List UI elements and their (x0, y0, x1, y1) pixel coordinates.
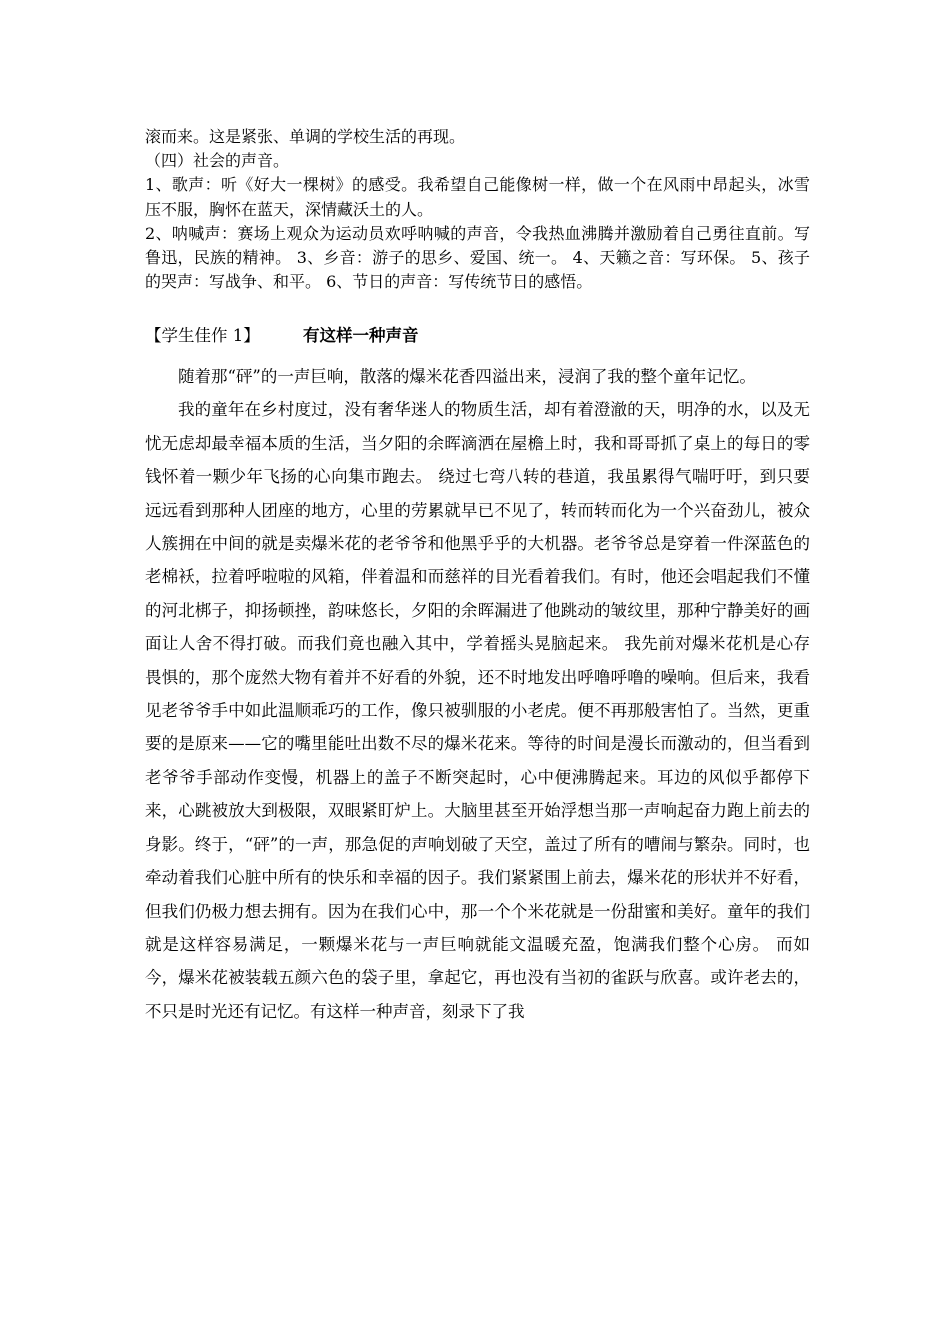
essay-title: 有这样一种声音 (303, 326, 419, 345)
essay-paragraph: 我的童年在乡村度过，没有奢华迷人的物质生活，却有着澄澈的天，明净的水，以及无忧无虑却最幸福本质的生活，当夕阳的余晖滴洒在屋檐上时，我和哥哥抓了桌上的每日的零钱怀着一颗少年飞扬的心向集市跑去。 绕过七弯八转的巷道，我虽累得气喘吁吁，到只要远远看到那种人团座的地方，心里的劳累就早已不见了，转而转而化为一个兴奋劲儿，被众人簇拥在中间的就是卖爆米花的老爷爷和他黑乎乎的大机器。老爷爷总是穿着一件深蓝色的老棉袄，拉着呼啦啦的风箱，伴着温和而慈祥的目光看着我们。有时，他还会唱起我们不懂的河北梆子，抑扬顿挫，韵味悠长，夕阳的余晖漏进了他跳动的皱纹里，那种宁静美好的画面让人舍不得打破。而我们竟也融入其中，学着摇头晃脑起来。 我先前对爆米花机是心存畏惧的，那个庞然大物有着并不好看的外貌，还不时地发出呼噜呼噜的噪响。但后来，我看见老爷爷手中如此温顺乖巧的工作，像只被驯服的小老虎。便不再那般害怕了。当然，更重要的是原来——它的嘴里能吐出数不尽的爆米花来。等待的时间是漫长而激动的，但当看到老爷爷手部动作变慢，机器上的盖子不断突起时，心中便沸腾起来。耳边的风似乎都停下来，心跳被放大到极限，双眼紧盯炉上。大脑里甚至开始浮想当那一声响起奋力跑上前去的身影。终于，“砰”的一声，那急促的声响划破了天空，盖过了所有的嘈闹与繁杂。同时，也牵动着我们心脏中所有的快乐和幸福的因子。我们紧紧围上前去，爆米花的形状并不好看，但我们仍极力想去拥有。因为在我们心中，那一个个米花就是一份甜蜜和美好。童年的我们就是这样容易满足，一颗爆米花与一声巨响就能文温暖充盈，饱满我们整个心房。 而如今，爆米花被装载五颜六色的袋子里，拿起它，再也没有当初的雀跃与欣喜。或许老去的，不只是时光还有记忆。有这样一种声音，刻录下了我 (145, 400, 810, 1021)
intro-block (145, 125, 810, 294)
essay-heading (145, 324, 810, 348)
essay-label: 【学生佳作 1】 (145, 326, 260, 345)
intro-line: 滚而来。这是紧张、单调的学校生活的再现。 (145, 127, 466, 146)
list-item-song: 1、歌声：听《好大一棵树》的感受。我希望自己能像树一样，做一个在风雨中昂起头，冰雪压不服，胸怀在蓝天，深情藏沃土的人。 (145, 175, 810, 219)
essay-body (145, 360, 810, 1028)
essay-paragraph: 随着那“砰”的一声巨响，散落的爆米花香四溢出来，浸润了我的整个童年记忆。 (178, 367, 756, 386)
section-heading: （四）社会的声音。 (145, 151, 290, 171)
list-item-shout: 2、呐喊声：赛场上观众为运动员欢呼呐喊的声音，令我热血沸腾并激励着自己勇往直前。写鲁迅，民族的精神。 3、乡音：游子的思乡、爱国、统一。 4、天籁之音：写环保。 5、孩子的哭声：写战争、和平。 6、节日的声音：写传统节日的感悟。 (145, 223, 810, 292)
